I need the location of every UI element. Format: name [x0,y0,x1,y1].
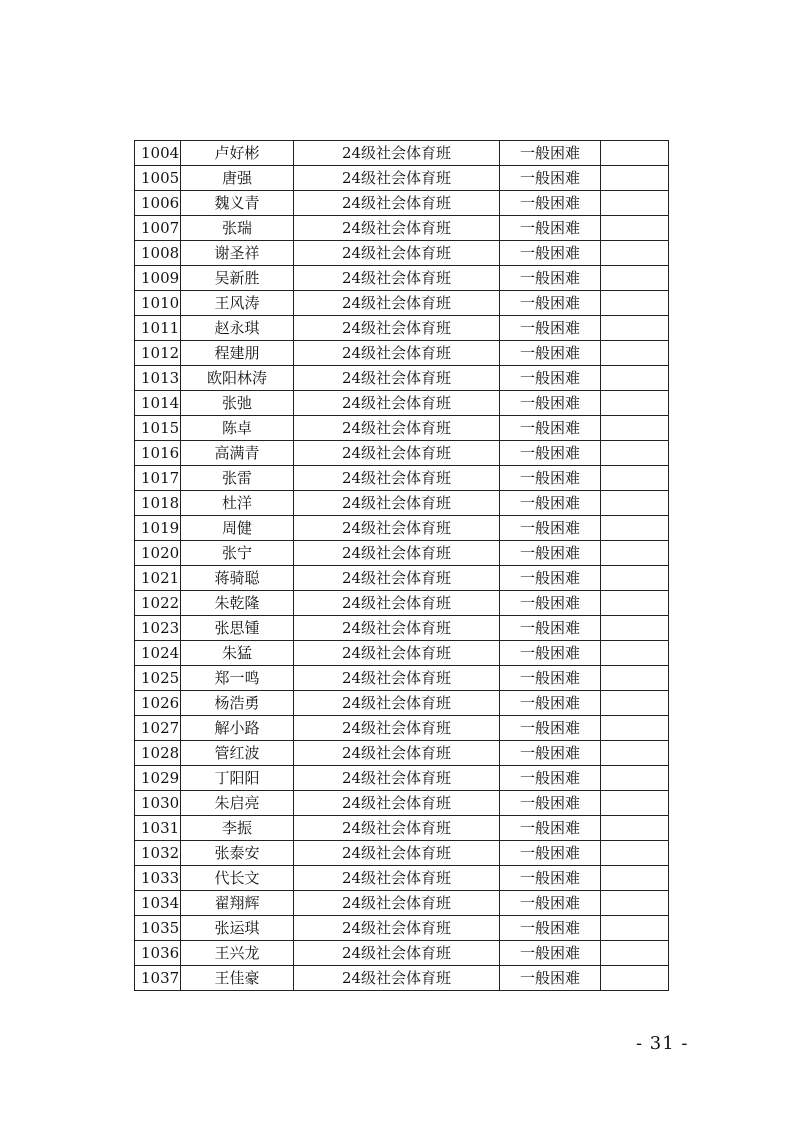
class-name-cell: 24级社会体育班 [294,366,500,391]
student-id-cell: 1016 [135,441,181,466]
table-row [135,416,669,441]
remark-cell [601,516,669,541]
class-name-cell: 24级社会体育班 [294,341,500,366]
student-id-cell: 1009 [135,266,181,291]
student-name-cell: 张雷 [181,466,294,491]
class-name-cell: 24级社会体育班 [294,841,500,866]
difficulty-level-cell: 一般困难 [500,141,601,166]
student-name-cell: 魏义青 [181,191,294,216]
difficulty-level-cell: 一般困难 [500,741,601,766]
class-name-cell: 24级社会体育班 [294,141,500,166]
difficulty-level-cell: 一般困难 [500,341,601,366]
table-row [135,541,669,566]
remark-cell [601,191,669,216]
class-name-cell: 24级社会体育班 [294,716,500,741]
class-name-cell: 24级社会体育班 [294,441,500,466]
student-id-cell: 1036 [135,941,181,966]
student-name-cell: 朱猛 [181,641,294,666]
class-name-cell: 24级社会体育班 [294,691,500,716]
remark-cell [601,916,669,941]
student-name-cell: 陈卓 [181,416,294,441]
remark-cell [601,316,669,341]
difficulty-level-cell: 一般困难 [500,566,601,591]
table-row [135,666,669,691]
student-name-cell: 朱启亮 [181,791,294,816]
student-id-cell: 1011 [135,316,181,341]
remark-cell [601,541,669,566]
student-id-cell: 1031 [135,816,181,841]
student-name-cell: 唐强 [181,166,294,191]
difficulty-level-cell: 一般困难 [500,391,601,416]
student-name-cell: 王风涛 [181,291,294,316]
remark-cell [601,966,669,991]
difficulty-level-cell: 一般困难 [500,491,601,516]
difficulty-level-cell: 一般困难 [500,216,601,241]
student-id-cell: 1026 [135,691,181,716]
class-name-cell: 24级社会体育班 [294,291,500,316]
remark-cell [601,416,669,441]
table-row [135,866,669,891]
student-id-cell: 1008 [135,241,181,266]
student-id-cell: 1013 [135,366,181,391]
remark-cell [601,766,669,791]
table-row [135,191,669,216]
class-name-cell: 24级社会体育班 [294,391,500,416]
table-row [135,891,669,916]
difficulty-level-cell: 一般困难 [500,516,601,541]
class-name-cell: 24级社会体育班 [294,166,500,191]
class-name-cell: 24级社会体育班 [294,516,500,541]
table-row [135,441,669,466]
table-row [135,216,669,241]
table-row [135,141,669,166]
remark-cell [601,816,669,841]
student-id-cell: 1005 [135,166,181,191]
table-row [135,841,669,866]
difficulty-level-cell: 一般困难 [500,691,601,716]
student-id-cell: 1020 [135,541,181,566]
table-row [135,516,669,541]
class-name-cell: 24级社会体育班 [294,741,500,766]
student-name-cell: 代长文 [181,866,294,891]
difficulty-level-cell: 一般困难 [500,191,601,216]
table-row [135,316,669,341]
difficulty-level-cell: 一般困难 [500,716,601,741]
table-row [135,491,669,516]
difficulty-level-cell: 一般困难 [500,966,601,991]
student-id-cell: 1023 [135,616,181,641]
remark-cell [601,641,669,666]
table-row [135,791,669,816]
student-id-cell: 1021 [135,566,181,591]
student-name-cell: 郑一鸣 [181,666,294,691]
table-row [135,166,669,191]
student-name-cell: 杨浩勇 [181,691,294,716]
remark-cell [601,891,669,916]
table-row [135,291,669,316]
table-row [135,366,669,391]
student-name-cell: 李振 [181,816,294,841]
difficulty-level-cell: 一般困难 [500,841,601,866]
table-row [135,741,669,766]
table-row [135,341,669,366]
difficulty-level-cell: 一般困难 [500,166,601,191]
remark-cell [601,291,669,316]
difficulty-level-cell: 一般困难 [500,891,601,916]
difficulty-level-cell: 一般困难 [500,941,601,966]
remark-cell [601,266,669,291]
class-name-cell: 24级社会体育班 [294,216,500,241]
difficulty-level-cell: 一般困难 [500,866,601,891]
class-name-cell: 24级社会体育班 [294,616,500,641]
difficulty-level-cell: 一般困难 [500,241,601,266]
student-id-cell: 1032 [135,841,181,866]
difficulty-level-cell: 一般困难 [500,441,601,466]
difficulty-level-cell: 一般困难 [500,641,601,666]
difficulty-level-cell: 一般困难 [500,766,601,791]
table-row [135,266,669,291]
table-row [135,466,669,491]
class-name-cell: 24级社会体育班 [294,566,500,591]
class-name-cell: 24级社会体育班 [294,316,500,341]
student-name-cell: 杜洋 [181,491,294,516]
table-row [135,641,669,666]
table-row [135,691,669,716]
remark-cell [601,941,669,966]
student-id-cell: 1033 [135,866,181,891]
class-name-cell: 24级社会体育班 [294,966,500,991]
remark-cell [601,391,669,416]
student-name-cell: 吴新胜 [181,266,294,291]
student-name-cell: 高满青 [181,441,294,466]
remark-cell [601,691,669,716]
table-row [135,391,669,416]
table-row [135,966,669,991]
remark-cell [601,716,669,741]
class-name-cell: 24级社会体育班 [294,191,500,216]
student-id-cell: 1022 [135,591,181,616]
class-name-cell: 24级社会体育班 [294,241,500,266]
student-id-cell: 1037 [135,966,181,991]
student-name-cell: 张运琪 [181,916,294,941]
student-id-cell: 1015 [135,416,181,441]
remark-cell [601,791,669,816]
student-id-cell: 1034 [135,891,181,916]
student-id-cell: 1035 [135,916,181,941]
remark-cell [601,141,669,166]
page-number: - 31 - [636,1033,689,1054]
difficulty-level-cell: 一般困难 [500,791,601,816]
difficulty-level-cell: 一般困难 [500,291,601,316]
student-name-cell: 张弛 [181,391,294,416]
student-id-cell: 1014 [135,391,181,416]
table-row [135,616,669,641]
table-row [135,566,669,591]
student-table [134,140,669,991]
student-id-cell: 1012 [135,341,181,366]
student-id-cell: 1029 [135,766,181,791]
student-id-cell: 1018 [135,491,181,516]
class-name-cell: 24级社会体育班 [294,666,500,691]
class-name-cell: 24级社会体育班 [294,266,500,291]
remark-cell [601,241,669,266]
student-id-cell: 1030 [135,791,181,816]
student-name-cell: 王兴龙 [181,941,294,966]
table-row [135,816,669,841]
student-name-cell: 蒋骑聪 [181,566,294,591]
student-name-cell: 程建朋 [181,341,294,366]
remark-cell [601,216,669,241]
table-row [135,941,669,966]
student-name-cell: 丁阳阳 [181,766,294,791]
student-name-cell: 谢圣祥 [181,241,294,266]
student-name-cell: 张泰安 [181,841,294,866]
class-name-cell: 24级社会体育班 [294,766,500,791]
student-name-cell: 张瑞 [181,216,294,241]
remark-cell [601,341,669,366]
student-id-cell: 1004 [135,141,181,166]
difficulty-level-cell: 一般困难 [500,916,601,941]
student-id-cell: 1024 [135,641,181,666]
table-row [135,591,669,616]
remark-cell [601,866,669,891]
class-name-cell: 24级社会体育班 [294,591,500,616]
table-row [135,241,669,266]
student-id-cell: 1027 [135,716,181,741]
student-name-cell: 赵永琪 [181,316,294,341]
student-name-cell: 张思锺 [181,616,294,641]
student-name-cell: 欧阳林涛 [181,366,294,391]
remark-cell [601,741,669,766]
student-name-cell: 周健 [181,516,294,541]
remark-cell [601,466,669,491]
class-name-cell: 24级社会体育班 [294,941,500,966]
remark-cell [601,591,669,616]
remark-cell [601,566,669,591]
student-name-cell: 管红波 [181,741,294,766]
difficulty-level-cell: 一般困难 [500,266,601,291]
remark-cell [601,166,669,191]
class-name-cell: 24级社会体育班 [294,816,500,841]
remark-cell [601,366,669,391]
table-row [135,716,669,741]
student-name-cell: 王佳豪 [181,966,294,991]
difficulty-level-cell: 一般困难 [500,366,601,391]
class-name-cell: 24级社会体育班 [294,541,500,566]
class-name-cell: 24级社会体育班 [294,491,500,516]
student-name-cell: 卢好彬 [181,141,294,166]
student-id-cell: 1028 [135,741,181,766]
class-name-cell: 24级社会体育班 [294,466,500,491]
table-row [135,916,669,941]
remark-cell [601,616,669,641]
student-name-cell: 朱乾隆 [181,591,294,616]
student-id-cell: 1006 [135,191,181,216]
difficulty-level-cell: 一般困难 [500,591,601,616]
class-name-cell: 24级社会体育班 [294,791,500,816]
class-name-cell: 24级社会体育班 [294,866,500,891]
student-id-cell: 1019 [135,516,181,541]
student-id-cell: 1025 [135,666,181,691]
difficulty-level-cell: 一般困难 [500,616,601,641]
student-table-body [135,141,669,991]
difficulty-level-cell: 一般困难 [500,541,601,566]
class-name-cell: 24级社会体育班 [294,416,500,441]
remark-cell [601,441,669,466]
student-name-cell: 翟翔辉 [181,891,294,916]
student-name-cell: 解小路 [181,716,294,741]
difficulty-level-cell: 一般困难 [500,466,601,491]
difficulty-level-cell: 一般困难 [500,416,601,441]
class-name-cell: 24级社会体育班 [294,641,500,666]
class-name-cell: 24级社会体育班 [294,916,500,941]
student-name-cell: 张宁 [181,541,294,566]
difficulty-level-cell: 一般困难 [500,816,601,841]
table-row [135,766,669,791]
remark-cell [601,491,669,516]
remark-cell [601,666,669,691]
class-name-cell: 24级社会体育班 [294,891,500,916]
difficulty-level-cell: 一般困难 [500,666,601,691]
difficulty-level-cell: 一般困难 [500,316,601,341]
remark-cell [601,841,669,866]
student-id-cell: 1017 [135,466,181,491]
student-id-cell: 1010 [135,291,181,316]
student-id-cell: 1007 [135,216,181,241]
